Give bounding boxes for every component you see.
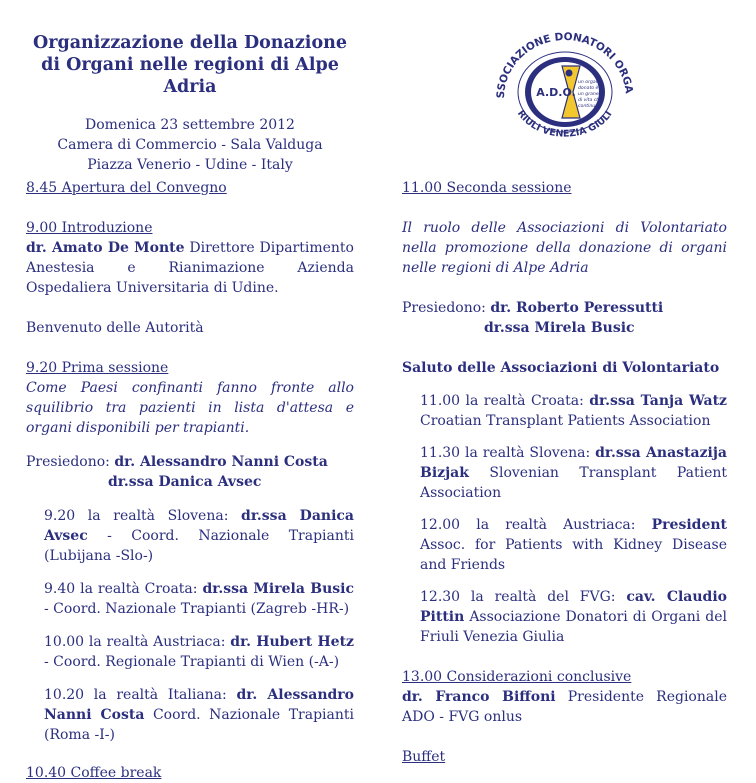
talk-item: 12.00 la realtà Austriaca: President Assoc. for Patients with Kidney Disease and Friends <box>420 517 727 573</box>
introduction-item <box>26 218 354 298</box>
svg-text:un organo: un organo <box>578 80 602 85</box>
chairs-label: Presiedono: <box>26 454 115 470</box>
talk-speaker: President <box>651 517 727 533</box>
talk-item: 10.20 la realtà Italiana: dr. Alessandro Nanni Costa Coord. Nazionale Trapianti (Roma -I-) <box>44 687 355 743</box>
talk-speaker: dr.ssa Tanja Watz <box>589 393 727 409</box>
event-date: Domenica 23 settembre 2012 <box>85 117 295 133</box>
talk-speaker: dr.ssa Mirela Busic <box>202 581 354 597</box>
talk-item: 9.40 la realtà Croata: dr.ssa Mirela Busic - Coord. Nazionale Trapianti (Zagreb -HR-) <box>44 581 354 617</box>
chair-1: dr. Alessandro Nanni Costa <box>114 454 328 470</box>
session-1-heading: 9.20 Prima sessione <box>26 360 169 376</box>
session-2-subtitle: Il ruolo delle Associazioni di Volontariato nella promozione della donazione di organi nelle regioni di Alpe Adria <box>402 220 727 276</box>
event-header <box>20 32 360 175</box>
closing-speaker: dr. Franco Biffoni <box>402 689 556 705</box>
logo-top-text: SSOCIAZIONE DONATORI ORGA <box>494 32 635 99</box>
talk-item: 9.20 la realtà Slovena: dr.ssa Danica Avsec - Coord. Nazionale Trapianti (Lubijana -Slo-) <box>44 508 354 564</box>
talk-item: 11.30 la realtà Slovena: dr.ssa Anastazija Bizjak Slovenian Transplant Patient Association <box>420 445 727 501</box>
droplet-icon <box>566 70 573 77</box>
chair-1: dr. Roberto Peressutti <box>490 300 664 316</box>
greetings-heading: Saluto delle Associazioni di Volontariato <box>402 360 720 376</box>
intro-speaker-role: Direttore Dipartimento Anestesia e Rianimazione Azienda Ospedaliera Universitaria di Udine. <box>26 240 354 296</box>
svg-text:di vita che: di vita che <box>578 98 602 103</box>
closing-heading: 13.00 Considerazioni conclusive <box>402 669 632 685</box>
opening-item: 8.45 Apertura del Convegno <box>26 180 227 196</box>
coffee-break-item: 10.40 Coffee break <box>26 765 162 781</box>
venue-line-1: Camera di Commercio - Sala Valduga <box>57 137 323 153</box>
talk-speaker: dr. Hubert Hetz <box>230 634 354 650</box>
logo-acronym: A.D.O. <box>536 86 576 99</box>
chair-2: dr.ssa Danica Avsec <box>108 474 262 490</box>
title-line-2: di Organi nelle regioni di Alpe Adria <box>41 55 339 97</box>
program-right-column <box>402 178 727 767</box>
intro-speaker: dr. Amato De Monte <box>26 240 185 256</box>
venue-line-2: Piazza Venerio - Udine - Italy <box>87 157 293 173</box>
chair-2: dr.ssa Mirela Busic <box>484 320 635 336</box>
session-1-subtitle: Come Paesi confinanti fanno fronte allo squilibrio tra pazienti in lista d'attesa e organi disponibili per trapianti. <box>26 380 354 436</box>
logo-bottom-text: RIULI VENEZIA GIULI <box>514 108 615 140</box>
closing-item <box>402 667 727 727</box>
buffet-item: Buffet <box>402 749 446 765</box>
introduction-heading: 9.00 Introduzione <box>26 220 153 236</box>
ado-logo <box>492 32 638 142</box>
chairs-label: Presiedono: <box>402 300 491 316</box>
session-2-heading: 11.00 Seconda sessione <box>402 180 572 196</box>
talk-speaker: cav. Claudio Pittin <box>420 589 727 625</box>
event-venue <box>20 115 360 175</box>
talk-speaker: dr. Alessandro Nanni Costa <box>44 687 354 723</box>
closing-speaker-role: Presidente Regionale ADO - FVG onlus <box>402 689 727 725</box>
ado-logo-graphic <box>492 32 638 142</box>
welcome-item: Benvenuto delle Autorità <box>26 320 204 336</box>
session-1-chairs <box>26 452 354 492</box>
talk-item: 10.00 la realtà Austriaca: dr. Hubert Hetz - Coord. Regionale Trapianti di Wien (-A-) <box>44 634 354 670</box>
talk-item: 12.30 la realtà del FVG: cav. Claudio Pittin Associazione Donatori di Organi del Friuli Venezia Giulia <box>420 589 727 645</box>
talk-speaker: dr.ssa Danica Avsec <box>44 508 354 544</box>
program-left-column <box>26 178 354 783</box>
event-title <box>20 32 360 98</box>
session-2-chairs <box>402 298 727 338</box>
svg-text:continua: continua <box>578 104 598 109</box>
title-line-1: Organizzazione della Donazione <box>33 33 347 53</box>
talk-item: 11.00 la realtà Croata: dr.ssa Tanja Watz Croatian Transplant Patients Association <box>420 393 727 429</box>
talk-speaker: dr.ssa Anastazija Bizjak <box>420 445 727 481</box>
svg-text:donato è: donato è <box>578 86 599 91</box>
svg-text:un granello: un granello <box>578 92 605 97</box>
session-1 <box>26 358 354 438</box>
